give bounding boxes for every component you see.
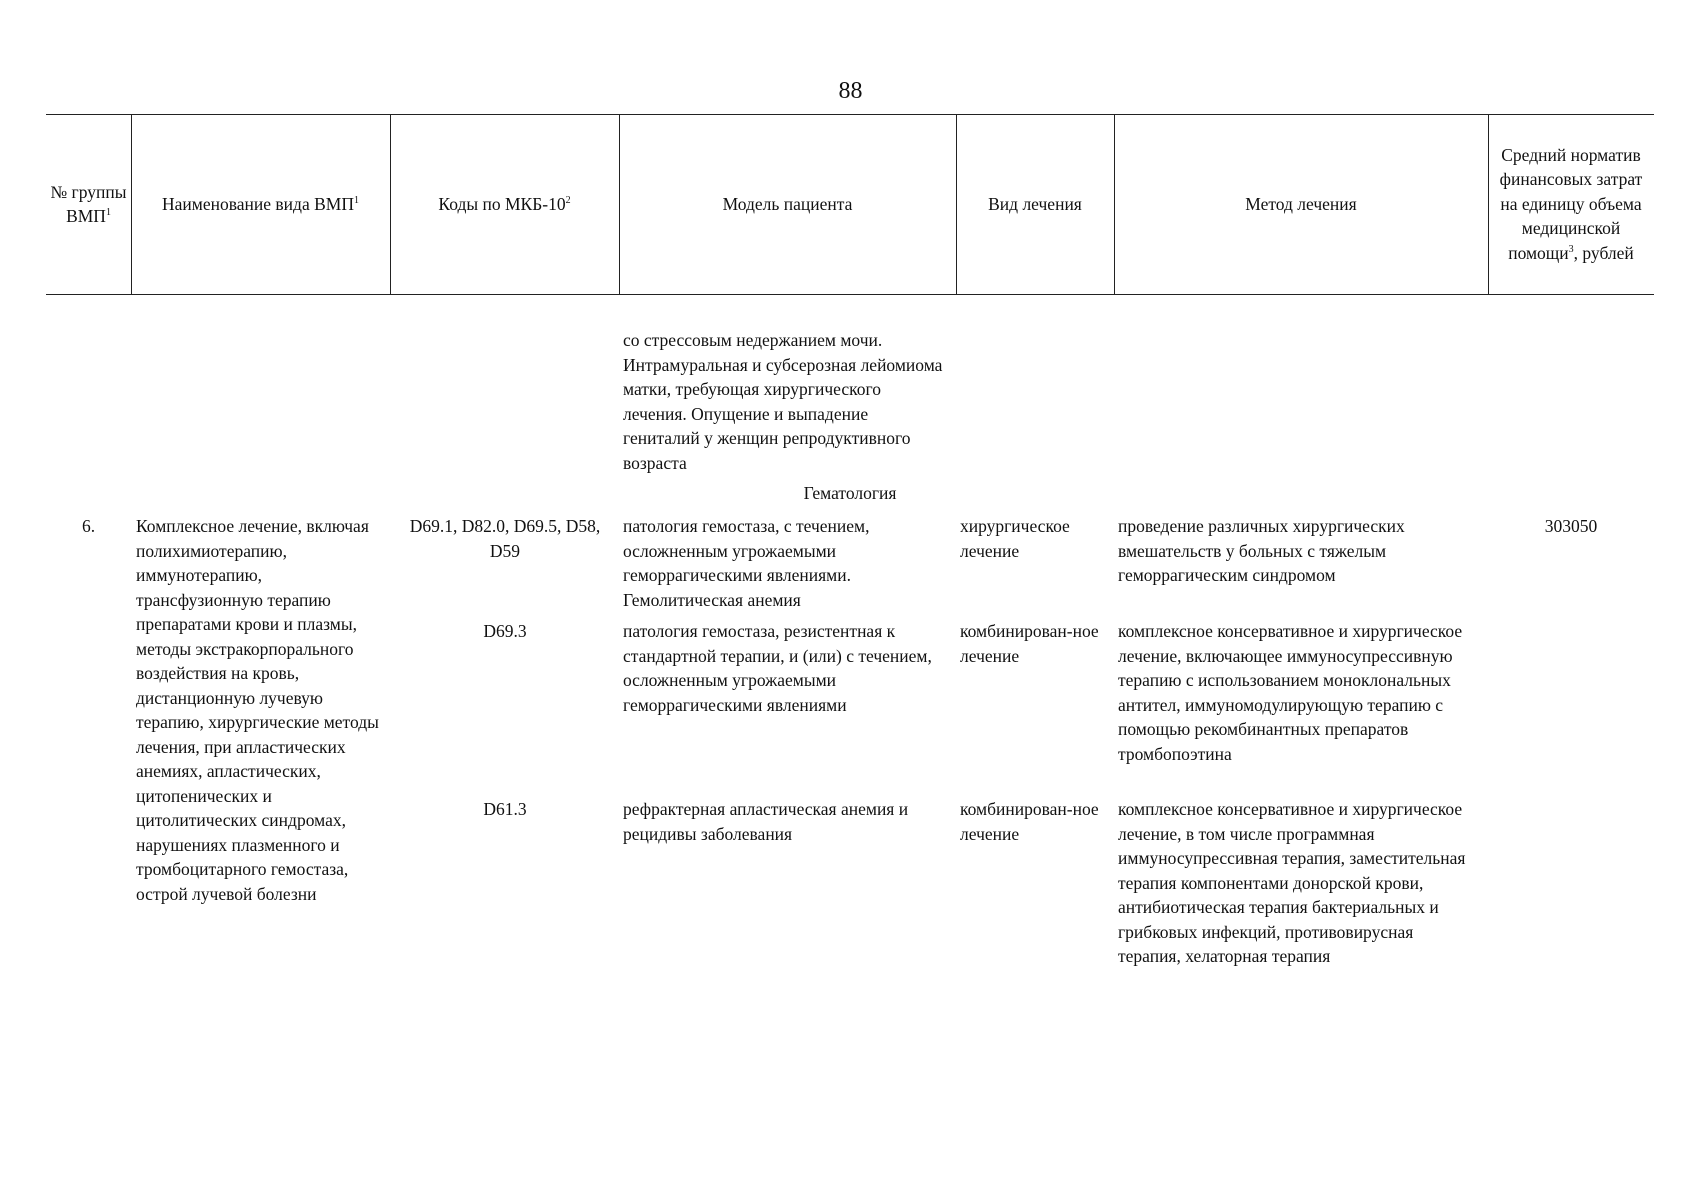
group-cost: 303050 (1544, 516, 1598, 536)
continuation-patient-model: со стрессовым недержанием мочи. Интрамуральная и субсерозная лейомиома матки, требующая хирургического лечения. Опущение и выпадение гениталий у женщин репродуктивного возраста (623, 330, 943, 473)
row-treatment-method: проведение различных хирургических вмешательств у больных с тяжелым геморрагическим синдромом (1118, 516, 1405, 585)
row-icd-codes: D69.1, D82.0, D69.5, D58, D59 (409, 516, 601, 561)
row-patient-model: патология гемостаза, резистентная к стандартной терапии, и (или) с течением, осложненным угрожаемыми геморрагическими явлениями (623, 621, 932, 715)
header-patient-model: Модель пациента (722, 193, 853, 214)
row-treatment-type: комбинирован-ное лечение (960, 799, 1099, 844)
row-treatment-method: комплексное консервативное и хирургическое лечение, в том числе программная иммуносупрессивная терапия, заместительная терапия компонентами донорской крови, антибиотическая терапия бактериальных и грибковых инфекций, противовирусная терапия, хелаторная терапия (1118, 799, 1466, 966)
header-cost-standard: Средний норматив финансовых затрат на единицу объема медицинской помощи$^3$, рублей (1499, 144, 1643, 263)
header-bottom-rule (46, 294, 1654, 295)
row-patient-model: патология гемостаза, с течением, осложненным угрожаемыми геморрагическими явлениями. Гемолитическая анемия (623, 516, 870, 610)
row-treatment-type: хирургическое лечение (960, 516, 1070, 561)
section-title: Гематология (803, 483, 897, 503)
row-patient-model: рефрактерная апластическая анемия и рецидивы заболевания (623, 799, 909, 844)
header-group-number: № группы ВМП$^1$ (50, 181, 127, 226)
group-number: 6. (81, 516, 96, 536)
header-treatment-type: Вид лечения (988, 193, 1082, 214)
row-icd-codes: D69.3 (483, 621, 527, 641)
group-name: Комплексное лечение, включая полихимиотерапию, иммунотерапию, трансфузионную терапию препаратами крови и плазмы, методы экстракорпорального воздействия на кровь, дистанционную лучевую терапию, хирургические методы лечения, при апластических анемиях, апластических, цитопенических и цитолитических синдромах, нарушениях плазменного и тромбоцитарного гемостаза, острой лучевой болезни (136, 516, 379, 904)
row-icd-codes: D61.3 (483, 799, 527, 819)
page-number: 88 (838, 78, 863, 104)
header-vmp-name: Наименование вида ВМП$^1$ (162, 193, 359, 214)
row-treatment-method: комплексное консервативное и хирургическое лечение, включающее иммуносупрессивную терапию с использованием моноклональных антител, иммуномодулирующую терапию с помощью рекомбинантных препаратов тромбопоэтина (1118, 621, 1463, 764)
header-treatment-method: Метод лечения (1245, 193, 1357, 214)
header-icd-codes: Коды по МКБ-$10^2$ (438, 193, 571, 214)
row-treatment-type: комбинирован-ное лечение (960, 621, 1099, 666)
